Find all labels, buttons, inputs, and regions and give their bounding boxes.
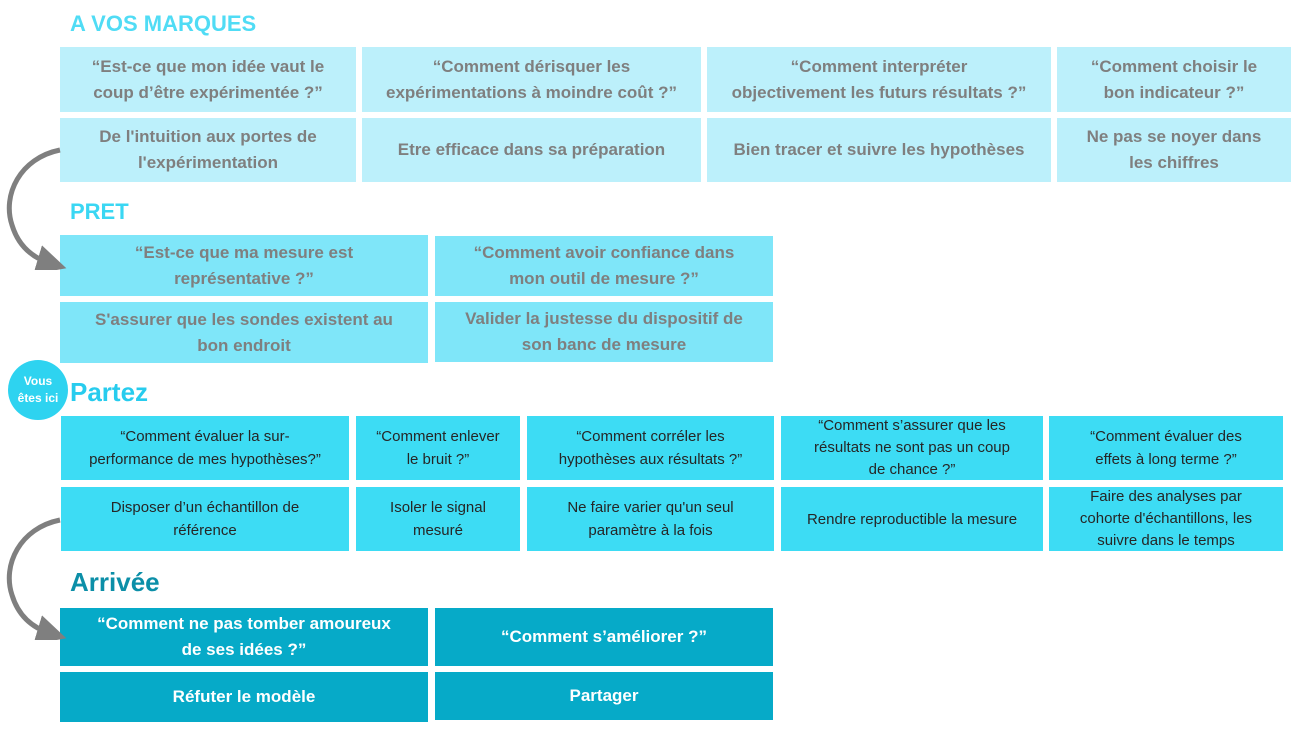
stage-title-partez: Partez	[70, 377, 149, 407]
stage4-question-2: “Comment s’améliorer ?”	[435, 608, 773, 666]
stage-title-a-vos-marques: A VOS MARQUES	[70, 11, 257, 36]
stage3-answer-1: Disposer d’un échantillon de référence	[61, 487, 349, 551]
stage1-answer-3: Bien tracer et suivre les hypothèses	[707, 118, 1051, 182]
stage2-answer-1: S'assurer que les sondes existent au bon endroit	[60, 302, 428, 363]
stage3-answer-3: Ne faire varier qu'un seul paramètre à la fois	[527, 487, 774, 551]
stage3-question-2: “Comment enlever le bruit ?”	[356, 416, 520, 480]
stage1-question-1: “Est-ce que mon idée vaut le coup d’être expérimentée ?”	[60, 47, 356, 112]
stage4-answer-1: Réfuter le modèle	[60, 672, 428, 722]
stage3-answer-5: Faire des analyses par cohorte d'échantillons, les suivre dans le temps	[1049, 487, 1283, 551]
stage3-question-4: “Comment s’assurer que les résultats ne sont pas un coup de chance ?”	[781, 416, 1043, 480]
stage1-answer-1: De l'intuition aux portes de l'expérimentation	[60, 118, 356, 182]
stage3-question-3: “Comment corréler les hypothèses aux résultats ?”	[527, 416, 774, 480]
curved-arrow-icon	[0, 140, 70, 270]
stage4-answer-2: Partager	[435, 672, 773, 720]
stage1-question-4: “Comment choisir le bon indicateur ?”	[1057, 47, 1291, 112]
stage1-question-3: “Comment interpréter objectivement les futurs résultats ?”	[707, 47, 1051, 112]
stage2-answer-2: Valider la justesse du dispositif de son banc de mesure	[435, 302, 773, 362]
stage-title-arrivee: Arrivée	[70, 567, 160, 597]
stage1-answer-2: Etre efficace dans sa préparation	[362, 118, 701, 182]
stage2-question-1: “Est-ce que ma mesure est représentative ?”	[60, 235, 428, 296]
stage3-answer-4: Rendre reproductible la mesure	[781, 487, 1043, 551]
stage3-question-5: “Comment évaluer des effets à long terme ?”	[1049, 416, 1283, 480]
stage2-question-2: “Comment avoir confiance dans mon outil de mesure ?”	[435, 236, 773, 296]
badge-label-line1: Vous	[23, 374, 53, 388]
stage4-question-1: “Comment ne pas tomber amoureux de ses idées ?”	[60, 608, 428, 666]
curved-arrow-icon	[0, 510, 70, 640]
location-marker-badge	[8, 360, 68, 420]
badge-label-line2: êtes ici	[17, 391, 59, 405]
stage1-question-2: “Comment dérisquer les expérimentations à moindre coût ?”	[362, 47, 701, 112]
stage3-answer-2: Isoler le signal mesuré	[356, 487, 520, 551]
stage3-question-1: “Comment évaluer la sur- performance de mes hypothèses?”	[61, 416, 349, 480]
stage-title-pret: PRET	[70, 199, 129, 224]
stage1-answer-4: Ne pas se noyer dans les chiffres	[1057, 118, 1291, 182]
